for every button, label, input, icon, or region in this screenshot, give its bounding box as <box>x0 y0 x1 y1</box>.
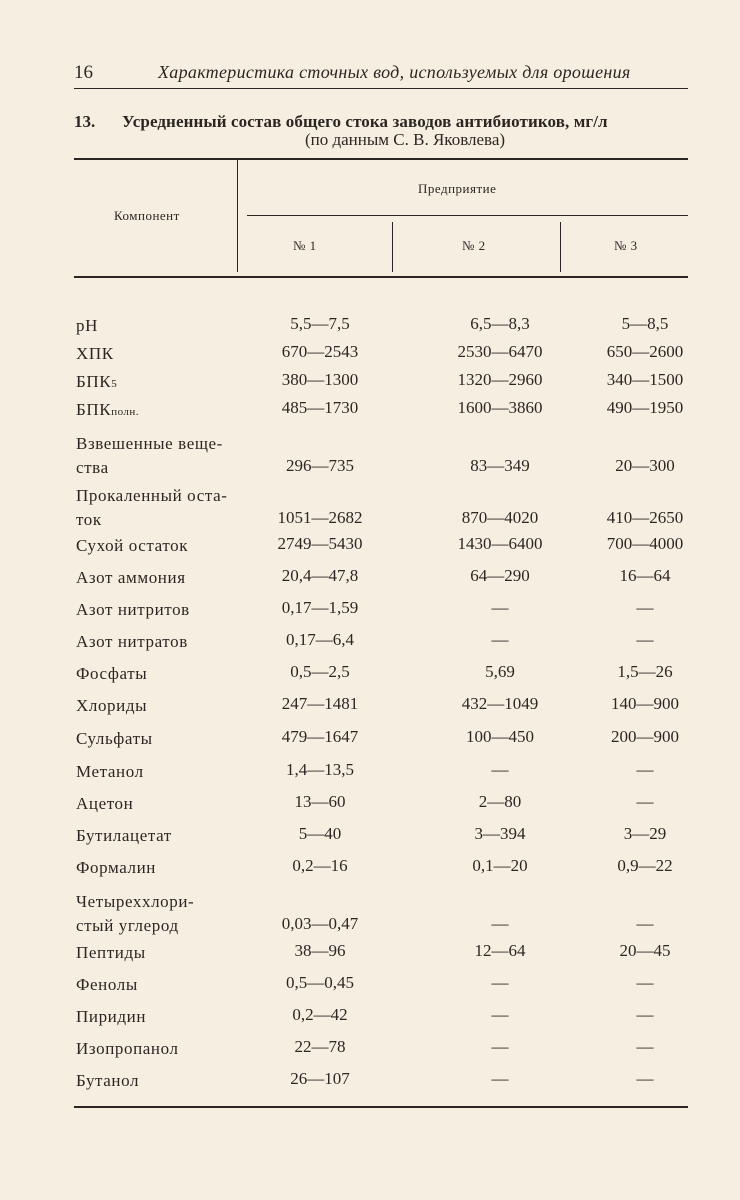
table-row <box>0 1069 740 1093</box>
component-name: БПК <box>76 400 112 419</box>
row-component <box>76 694 256 718</box>
row-component <box>76 1005 256 1029</box>
row-component <box>76 662 256 686</box>
component-name: Бутилацетат <box>76 826 172 845</box>
value-no2: 1600—3860 <box>457 398 543 417</box>
value-no3: 5—8,5 <box>621 314 669 333</box>
value-no2: — <box>491 973 509 992</box>
column-header-component: Компонент <box>114 208 180 223</box>
value-no1: 13—60 <box>294 792 346 811</box>
value-no2: 0,1—20 <box>472 856 528 875</box>
value-no2: 12—64 <box>474 941 526 960</box>
value-no1: 5,5—7,5 <box>290 314 350 333</box>
value-no2: — <box>491 1005 509 1024</box>
table-row <box>0 760 740 784</box>
value-no1: 380—1300 <box>281 370 359 389</box>
row-component <box>76 890 256 938</box>
value-no1: 1051—2682 <box>277 508 363 527</box>
column-divider-2 <box>392 222 393 272</box>
value-no3: — <box>636 973 654 992</box>
table-row <box>0 792 740 816</box>
row-component <box>76 534 256 558</box>
value-no3: — <box>636 1037 654 1056</box>
value-no3: 20—300 <box>615 456 675 475</box>
column-header-no3: № 3 <box>614 238 638 253</box>
row-component <box>76 1037 256 1061</box>
table-row <box>0 824 740 848</box>
table-source: (по данным С. В. Яковлева) <box>304 130 506 149</box>
value-no3: — <box>636 760 654 779</box>
value-no1: 0,17—1,59 <box>281 598 359 617</box>
component-name: Метанол <box>76 762 144 781</box>
component-subscript: полн. <box>111 406 140 418</box>
value-no2: — <box>491 598 509 617</box>
component-name: Прокаленный оста- <box>76 486 228 505</box>
row-component <box>76 432 256 480</box>
row-component <box>76 856 256 880</box>
table-row <box>0 484 740 532</box>
value-no2: 432—1049 <box>461 694 539 713</box>
value-no2: — <box>491 1069 509 1088</box>
value-no3: 410—2650 <box>606 508 684 527</box>
value-no2: 1320—2960 <box>457 370 543 389</box>
table-row <box>0 314 740 338</box>
row-component <box>76 1069 256 1093</box>
value-no3: 490—1950 <box>606 398 684 417</box>
component-name: Бутанол <box>76 1071 140 1090</box>
column-header-no2: № 2 <box>462 238 486 253</box>
table-bottom-rule <box>74 1106 688 1108</box>
value-no2: — <box>491 760 509 779</box>
row-component <box>76 760 256 784</box>
value-no2: 870—4020 <box>461 508 539 527</box>
value-no1: 38—96 <box>294 941 346 960</box>
value-no3: — <box>636 914 654 933</box>
value-no3: — <box>636 598 654 617</box>
enterprise-rule <box>247 215 688 216</box>
value-no2: 6,5—8,3 <box>470 314 530 333</box>
table-row <box>0 598 740 622</box>
table-row <box>0 694 740 718</box>
value-no3: 20—45 <box>619 941 671 960</box>
row-component <box>76 314 256 338</box>
row-component <box>76 598 256 622</box>
value-no1: 26—107 <box>290 1069 350 1088</box>
table-row <box>0 890 740 938</box>
table-top-rule <box>74 158 688 160</box>
value-no1: 0,2—42 <box>292 1005 348 1024</box>
row-component <box>76 398 256 424</box>
component-name: Азот аммония <box>76 568 186 587</box>
value-no1: 670—2543 <box>281 342 359 361</box>
table-row <box>0 534 740 558</box>
value-no3: 1,5—26 <box>617 662 673 681</box>
row-component <box>76 824 256 848</box>
table-row <box>0 1005 740 1029</box>
row-component <box>76 630 256 654</box>
value-no3: — <box>636 1069 654 1088</box>
row-component <box>76 792 256 816</box>
value-no2: 64—290 <box>470 566 530 585</box>
table-row <box>0 630 740 654</box>
component-name: Ацетон <box>76 794 134 813</box>
value-no3: 340—1500 <box>606 370 684 389</box>
column-divider-main <box>237 160 238 272</box>
value-no1: 479—1647 <box>281 727 359 746</box>
table-row <box>0 727 740 751</box>
value-no1: 5—40 <box>298 824 342 843</box>
value-no3: — <box>636 792 654 811</box>
row-component <box>76 484 256 532</box>
component-name: БПК <box>76 372 112 391</box>
row-component <box>76 370 256 396</box>
value-no2: — <box>491 1037 509 1056</box>
value-no2: 2—80 <box>478 792 522 811</box>
value-no1: 0,5—2,5 <box>290 662 350 681</box>
component-name-continued: ства <box>76 458 109 477</box>
table-number: 13. <box>74 112 96 131</box>
component-name: Изопропанол <box>76 1039 179 1058</box>
value-no1: 1,4—13,5 <box>286 760 354 779</box>
value-no2: — <box>491 630 509 649</box>
value-no1: 0,03—0,47 <box>281 914 359 933</box>
value-no2: 3—394 <box>474 824 526 843</box>
value-no2: 83—349 <box>470 456 530 475</box>
component-name: Хлориды <box>76 696 148 715</box>
header-rule <box>74 88 688 89</box>
value-no3: 200—900 <box>611 727 679 746</box>
component-name: Пептиды <box>76 943 146 962</box>
value-no2: 5,69 <box>485 662 515 681</box>
component-name: Сульфаты <box>76 729 153 748</box>
component-name: Азот нитратов <box>76 632 188 651</box>
table-row <box>0 662 740 686</box>
row-component <box>76 973 256 997</box>
value-no3: 650—2600 <box>606 342 684 361</box>
component-name: Фосфаты <box>76 664 148 683</box>
component-name: Формалин <box>76 858 156 877</box>
component-name: Сухой остаток <box>76 536 189 555</box>
component-name: ХПК <box>76 344 114 363</box>
value-no3: 140—900 <box>611 694 679 713</box>
page-number: 16 <box>74 62 93 83</box>
component-subscript: 5 <box>111 378 118 390</box>
value-no2: 1430—6400 <box>457 534 543 553</box>
value-no1: 485—1730 <box>281 398 359 417</box>
row-component <box>76 566 256 590</box>
column-header-no1: № 1 <box>293 238 317 253</box>
value-no3: 16—64 <box>619 566 671 585</box>
running-title: Характеристика сточных вод, используемых для орошения <box>158 62 631 82</box>
value-no1: 22—78 <box>294 1037 346 1056</box>
row-component <box>76 941 256 965</box>
value-no1: 296—735 <box>286 456 354 475</box>
row-component <box>76 727 256 751</box>
value-no1: 0,17—6,4 <box>286 630 354 649</box>
table-row <box>0 973 740 997</box>
table-row <box>0 566 740 590</box>
component-name: pH <box>76 316 98 335</box>
value-no3: — <box>636 630 654 649</box>
component-name: Пиридин <box>76 1007 147 1026</box>
component-name: Взвешенные веще- <box>76 434 223 453</box>
table-row <box>0 1037 740 1061</box>
table-title: Усредненный состав общего стока заводов антибиотиков, мг/л <box>122 112 608 131</box>
component-name: Азот нитритов <box>76 600 190 619</box>
value-no3: 0,9—22 <box>617 856 673 875</box>
row-component <box>76 342 256 366</box>
value-no3: 700—4000 <box>606 534 684 553</box>
value-no2: 2530—6470 <box>457 342 543 361</box>
table-row <box>0 342 740 366</box>
value-no2: — <box>491 914 509 933</box>
value-no3: — <box>636 1005 654 1024</box>
component-name: Четыреххлори- <box>76 892 195 911</box>
component-name-continued: стый углерод <box>76 916 179 935</box>
column-divider-3 <box>560 222 561 272</box>
value-no1: 247—1481 <box>281 694 359 713</box>
column-header-enterprise: Предприятие <box>418 181 497 196</box>
value-no3: 3—29 <box>623 824 667 843</box>
table-row <box>0 432 740 480</box>
component-name-continued: ток <box>76 510 102 529</box>
value-no1: 0,2—16 <box>292 856 348 875</box>
value-no1: 20,4—47,8 <box>281 566 359 585</box>
value-no1: 2749—5430 <box>277 534 363 553</box>
value-no2: 100—450 <box>466 727 534 746</box>
table-row <box>0 856 740 880</box>
table-row <box>0 370 740 394</box>
value-no1: 0,5—0,45 <box>286 973 354 992</box>
table-row <box>0 398 740 422</box>
table-row <box>0 941 740 965</box>
component-name: Фенолы <box>76 975 138 994</box>
header-bottom-rule <box>74 276 688 278</box>
